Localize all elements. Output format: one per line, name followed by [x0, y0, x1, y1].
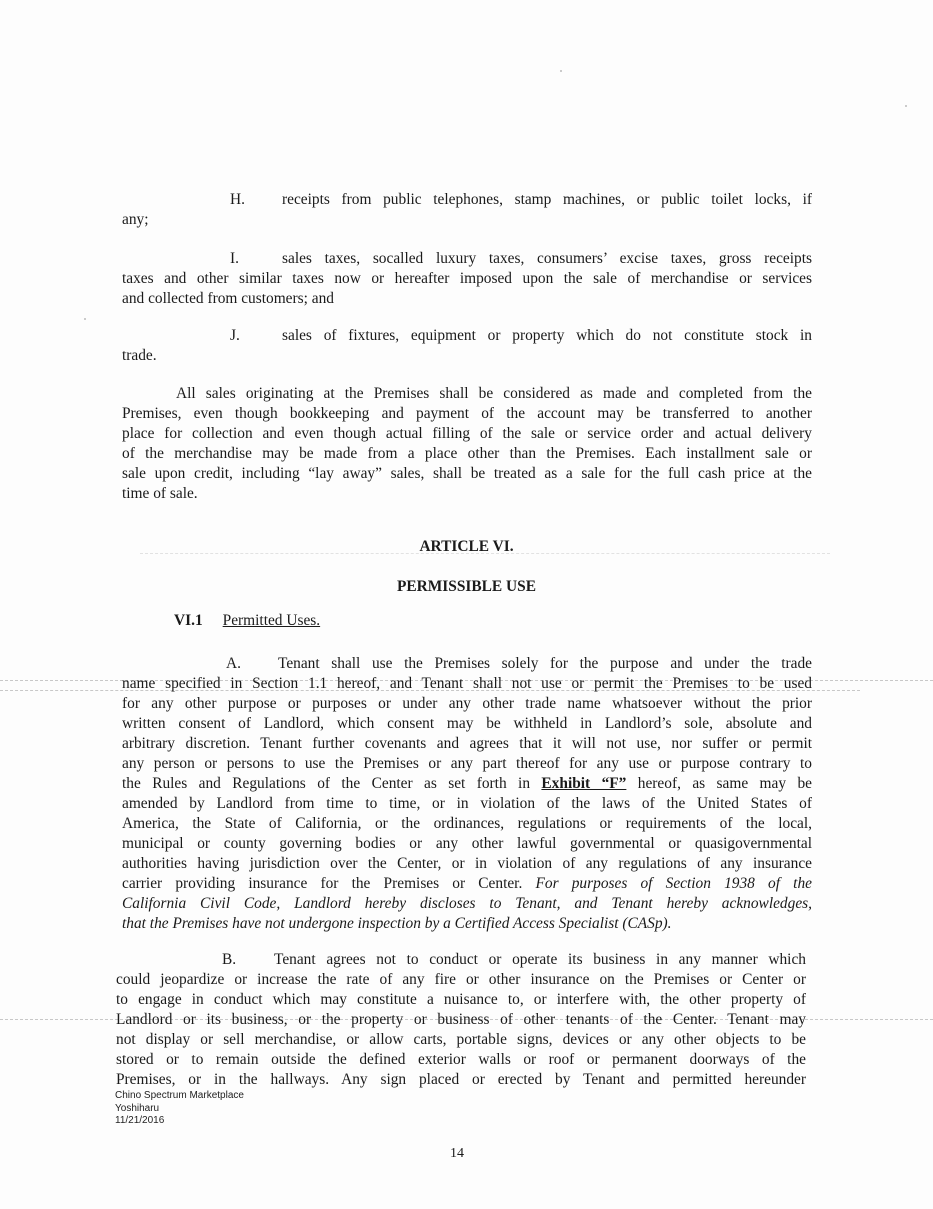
paragraph-b — [116, 950, 806, 1090]
text-line: All sales originating at the Premises shall be considered as made and completed from the — [176, 385, 812, 402]
item-letter: I. — [230, 250, 239, 267]
text-line: arbitrary discretion. Tenant further covenants and agrees that it will not use, nor suffer or permit — [122, 735, 812, 752]
text-line: sales of fixtures, equipment or property which do not constitute stock in — [282, 327, 812, 344]
item-letter: H. — [230, 191, 245, 208]
text-line: name specified in Section 1.1 hereof, and Tenant shall not use or permit the Premises to be used — [122, 675, 812, 692]
text-line: any; — [122, 211, 149, 228]
list-item-j — [122, 326, 812, 366]
scan-speck — [560, 70, 562, 72]
footer-tenant: Yoshiharu — [115, 1102, 160, 1114]
text-line: municipal or county governing bodies or any other lawful governmental or quasigovernmental — [122, 835, 812, 852]
text-line: sale upon credit, including “lay away” sales, shall be treated as a sale for the full cash price at the — [122, 465, 812, 482]
paragraph-a — [122, 654, 812, 934]
text-line: stored or to remain outside the defined exterior walls or roof or permanent doorways of the — [116, 1051, 806, 1068]
text-line: time of sale. — [122, 485, 198, 502]
item-letter: J. — [230, 327, 240, 344]
text-line: Premises, or in the hallways. Any sign placed or erected by Tenant and permitted hereunder — [116, 1071, 806, 1088]
text-line: taxes and other similar taxes now or hereafter imposed upon the sale of merchandise or services — [122, 270, 812, 287]
text-line: Landlord or its business, or the property or business of other tenants of the Center. Tenant may — [116, 1011, 806, 1028]
article-title: PERMISSIBLE USE — [397, 578, 536, 595]
text-line: could jeopardize or increase the rate of any fire or other insurance on the Premises or Center or — [116, 971, 806, 988]
text-line: amended by Landlord from time to time, or in violation of the laws of the United States of — [122, 795, 812, 812]
text-line: authorities having jurisdiction over the Center, or in violation of any regulations of any insurance — [122, 855, 812, 872]
article-number: ARTICLE VI. — [419, 538, 514, 555]
text-line: for any other purpose or purposes or under any other trade name whatsoever without the prior — [122, 695, 812, 712]
text-line: sales taxes, socalled luxury taxes, consumers’ excise taxes, gross receipts — [282, 250, 812, 267]
text-line: Premises, even though bookkeeping and payment of the account may be transferred to another — [122, 405, 812, 422]
page-number: 14 — [450, 1146, 464, 1161]
scan-speck — [905, 105, 907, 107]
section-heading — [174, 612, 320, 630]
text-line: the Rules and Regulations of the Center as set forth in Exhibit “F” hereof, as same may be — [122, 775, 812, 792]
text-line: America, the State of California, or the ordinances, regulations or requirements of the local, — [122, 815, 812, 832]
footer-date: 11/21/2016 — [115, 1115, 165, 1126]
item-letter: A. — [226, 655, 241, 672]
text-line: that the Premises have not undergone inspection by a Certified Access Specialist (CASp). — [122, 915, 672, 932]
exhibit-f-reference[interactable]: Exhibit “F” — [541, 775, 627, 792]
text-line: carrier providing insurance for the Premises or Center. For purposes of Section 1938 of the — [122, 875, 812, 892]
scan-speck — [84, 318, 86, 320]
text-line: receipts from public telephones, stamp machines, or public toilet locks, if — [282, 191, 812, 208]
text-line: trade. — [122, 347, 157, 364]
text-line: place for collection and even though actual filling of the sale or service order and actual delivery — [122, 425, 812, 442]
text-line: Tenant agrees not to conduct or operate its business in any manner which — [274, 951, 806, 968]
footer-project: Chino Spectrum Marketplace — [115, 1090, 244, 1101]
text-line: of the merchandise may be made from a place other than the Premises. Each installment sale or — [122, 445, 812, 462]
item-letter: B. — [222, 951, 237, 968]
list-item-i — [122, 249, 812, 309]
section-number: VI.1 — [174, 612, 203, 629]
sales-paragraph — [122, 384, 812, 504]
document-footer — [115, 1090, 244, 1128]
list-item-h — [122, 190, 812, 230]
text-line: California Civil Code, Landlord hereby discloses to Tenant, and Tenant hereby acknowledges, — [122, 895, 812, 912]
text-line: and collected from customers; and — [122, 290, 334, 307]
text-line: Tenant shall use the Premises solely for the purpose and under the trade — [278, 655, 812, 672]
text-line: any person or persons to use the Premises or any part thereof for any use or purpose contrary to — [122, 755, 812, 772]
text-line: not display or sell merchandise, or allow carts, portable signs, devices or any other objects to be — [116, 1031, 806, 1048]
text-line: written consent of Landlord, which consent may be withheld in Landlord’s sole, absolute and — [122, 715, 812, 732]
text-line: to engage in conduct which may constitute a nuisance to, or interfere with, the other property of — [116, 991, 806, 1008]
section-title: Permitted Uses. — [222, 612, 321, 629]
